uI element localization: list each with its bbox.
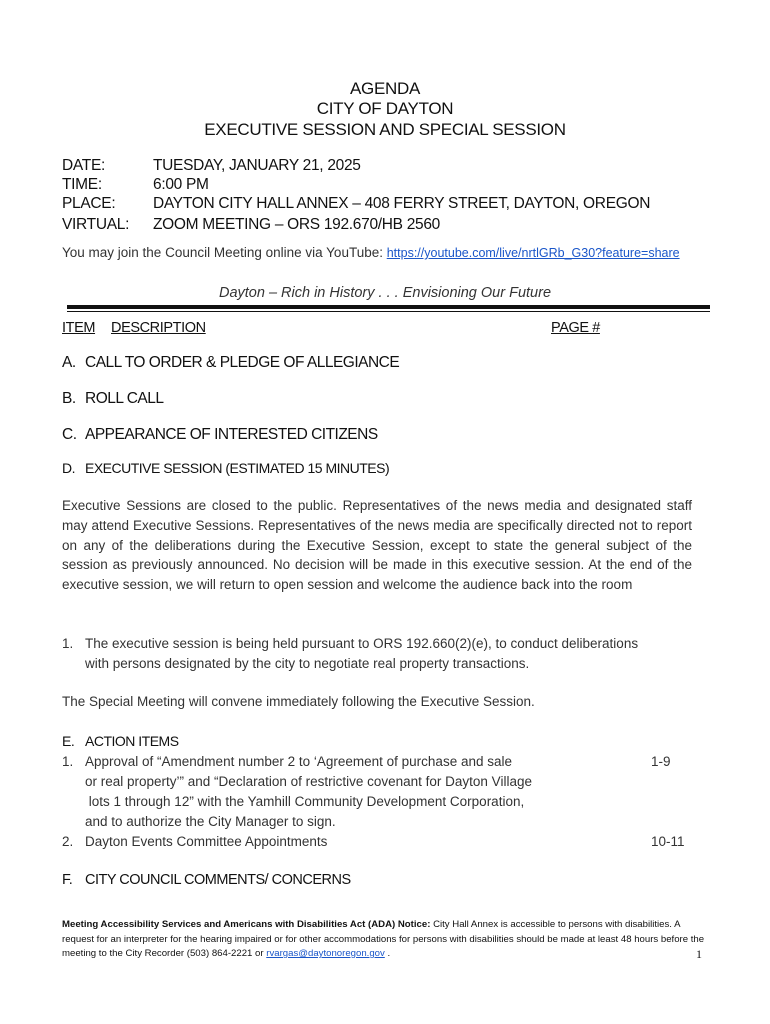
header-divider-thin — [67, 311, 710, 312]
section-title: ROLL CALL — [85, 390, 164, 407]
list-line: and to authorize the City Manager to sign. — [85, 814, 336, 829]
page-reference: 1-9 — [651, 754, 671, 769]
section-title: EXECUTIVE SESSION (ESTIMATED 15 MINUTES) — [85, 460, 390, 476]
section-b — [62, 390, 164, 408]
section-letter: C. — [62, 426, 77, 443]
meta-value: ZOOM MEETING – ORS 192.670/HB 2560 — [153, 216, 440, 233]
page-number: 1 — [696, 947, 702, 961]
section-letter: D. — [62, 460, 75, 476]
section-d — [62, 460, 389, 476]
action-items — [0, 752, 770, 852]
executive-paragraph: Executive Sessions are closed to the public. Representatives of the news media and designated staff may attend Executive Sessions. Representatives of the news media are specifically directed not to report on any of the deliberations during the Executive Session, except to state the general subject of the session as previously announced. No decision will be made in this executive session. At the end of the executive session, we will return to open session and welcome the audience back into the room — [62, 498, 692, 593]
online-notice — [62, 245, 680, 260]
meta-value: 6:00 PM — [153, 176, 209, 193]
section-f — [62, 872, 351, 888]
column-item: ITEM — [62, 320, 96, 336]
section-c — [62, 426, 378, 444]
meta-label: VIRTUAL: — [62, 216, 130, 233]
meta-label: PLACE: — [62, 195, 116, 212]
special-meeting-note: The Special Meeting will convene immediately following the Executive Session. — [62, 694, 535, 709]
list-line: Dayton Events Committee Appointments — [85, 834, 328, 849]
list-line: lots 1 through 12” with the Yamhill Community Development Corporation, — [85, 794, 525, 809]
header-divider — [67, 305, 710, 309]
youtube-link[interactable]: https://youtube.com/live/nrtlGRb_G30?feature=share — [386, 246, 680, 260]
column-page: PAGE # — [551, 320, 600, 336]
meta-value: TUESDAY, JANUARY 21, 2025 — [153, 157, 361, 174]
section-title: ACTION ITEMS — [85, 733, 179, 749]
online-text: You may join the Council Meeting online via YouTube: — [62, 245, 387, 260]
page-reference: 10-11 — [651, 834, 685, 849]
section-e — [62, 733, 179, 749]
section-letter: B. — [62, 390, 76, 407]
section-title: APPEARANCE OF INTERESTED CITIZENS — [85, 426, 378, 443]
list-line: The executive session is being held pursuant to ORS 192.660(2)(e), to conduct deliberations — [85, 636, 639, 651]
session-title: EXECUTIVE SESSION AND SPECIAL SESSION — [204, 120, 566, 139]
list-number: 1. — [62, 636, 74, 651]
section-title: CALL TO ORDER & PLEDGE OF ALLEGIANCE — [85, 354, 400, 371]
section-letter: E. — [62, 733, 75, 749]
list-number: 2. — [62, 834, 74, 849]
meta-value: DAYTON CITY HALL ANNEX – 408 FERRY STREET, DAYTON, OREGON — [153, 195, 651, 212]
section-letter: F. — [62, 872, 73, 888]
city-motto: Dayton – Rich in History . . . Envisioning Our Future — [218, 285, 552, 301]
ada-notice-heading: Meeting Accessibility Services and Americans with Disabilities Act (ADA) Notice: — [62, 919, 431, 930]
section-letter: A. — [62, 354, 76, 371]
list-line: Approval of “Amendment number 2 to ‘Agreement of purchase and sale — [85, 754, 512, 769]
meta-label: DATE: — [62, 157, 105, 174]
list-line: with persons designated by the city to negotiate real property transactions. — [85, 656, 530, 671]
agenda-title: AGENDA — [350, 79, 420, 98]
meta-label: TIME: — [62, 176, 102, 193]
column-description: DESCRIPTION — [111, 320, 206, 336]
list-number: 1. — [62, 754, 74, 769]
ada-notice — [62, 918, 714, 962]
city-title: CITY OF DAYTON — [316, 99, 454, 118]
section-title: CITY COUNCIL COMMENTS/ CONCERNS — [85, 872, 351, 888]
section-a — [62, 354, 399, 372]
ada-notice-end: . — [384, 948, 391, 959]
list-line: or real property’” and “Declaration of restrictive covenant for Dayton Village — [85, 774, 532, 789]
recorder-email-link[interactable]: rvargas@daytonoregon.gov — [266, 948, 385, 959]
ada-notice-text: City Hall Annex is accessible to persons with disabilities. A request for an interpreter for the hearing impaired or for other accommodations for persons with disabilities should be made at least 48 hours before the meeting to the City Recorder (503) 864-2221 or — [62, 919, 705, 959]
